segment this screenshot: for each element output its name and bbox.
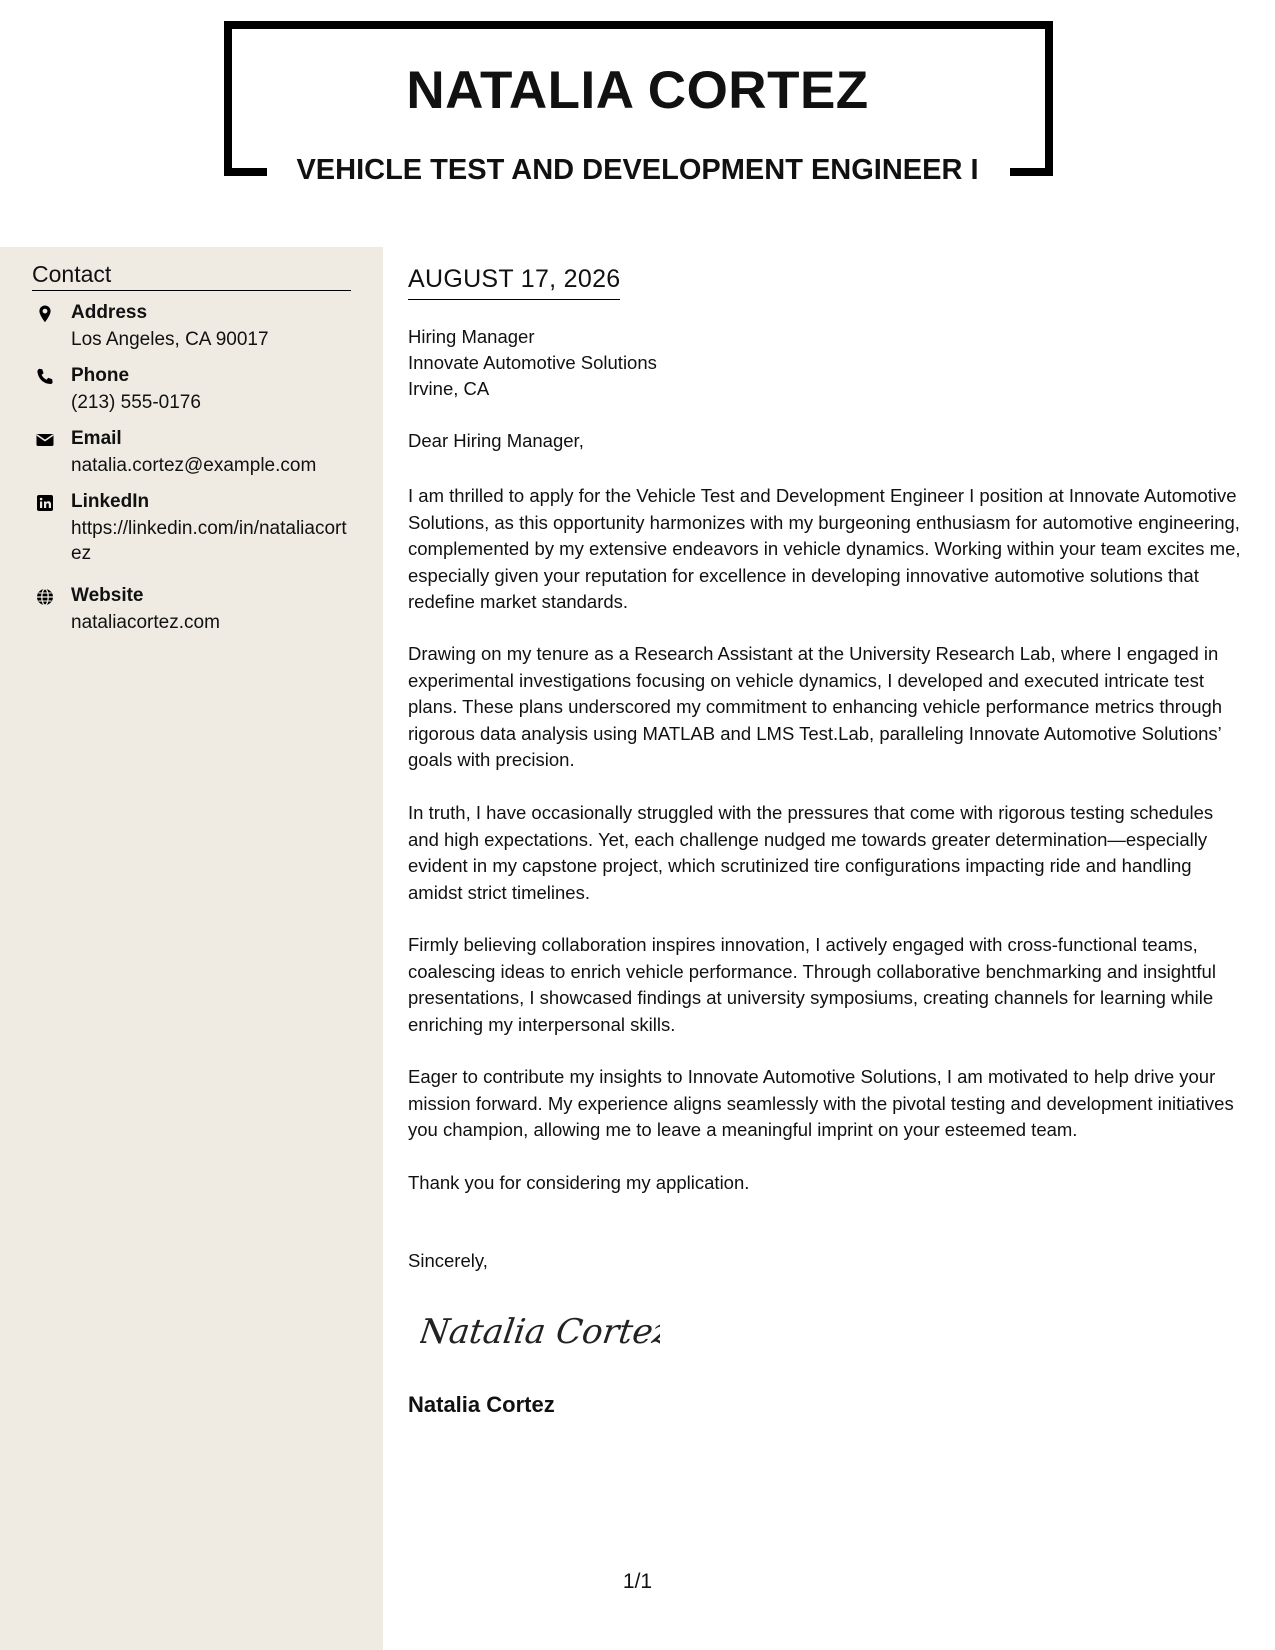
- recipient-block: [408, 324, 657, 402]
- contact-value[interactable]: https://linkedin.com/in/nataliacortez: [71, 518, 347, 564]
- map-pin-icon: [35, 304, 55, 324]
- body-paragraph: In truth, I have occasionally struggled with the pressures that come with rigorous testing schedules and high expectations. Yet, each challenge nudged me towards greater determination—especially evident in my capstone project, which scrutinized tire configurations impacting ride and handling amidst strict timelines.: [408, 802, 1214, 903]
- body-paragraph: Drawing on my tenure as a Research Assistant at the University Research Lab, where I engaged in experimental investigations focusing on vehicle dynamics, I developed and executed intricate test plans. These plans underscored my commitment to enhancing vehicle performance metrics through rigorous data analysis using MATLAB and LMS Test.Lab, paralleling Innovate Automotive Solutions’ goals with precision.: [408, 643, 1223, 770]
- frame-top-border: [224, 21, 1053, 29]
- envelope-icon: [35, 430, 55, 450]
- contact-heading: Contact: [32, 261, 351, 291]
- recipient-line: Innovate Automotive Solutions: [408, 352, 657, 373]
- handwritten-signature: [420, 1300, 660, 1365]
- contact-label: Phone: [71, 365, 130, 386]
- letter-date: AUGUST 17, 2026: [408, 265, 620, 300]
- recipient-line: Irvine, CA: [408, 378, 490, 399]
- contact-label: Address: [71, 302, 148, 323]
- closing: Sincerely,: [408, 1250, 488, 1271]
- body-paragraph: I am thrilled to apply for the Vehicle Test and Development Engineer I position at Innovate Automotive Solutions, as this opportunity harmonizes with my burgeoning enthusiasm for automotive engineering, complemented by my extensive endeavors in vehicle dynamics. Working within your team excites me, especially given your reputation for excellence in developing innovative automotive solutions that redefine market standards.: [408, 485, 1241, 612]
- page-number: 1/1: [622, 1570, 653, 1593]
- body-paragraph: Firmly believing collaboration inspires innovation, I actively engaged with cross-functional teams, coalescing ideas to enrich vehicle performance. Through collaborative benchmarking and insightful presentations, I showcased findings at university symposiums, creating channels for learning while enriching my interpersonal skills.: [408, 934, 1216, 1035]
- signer-name: Natalia Cortez: [408, 1392, 555, 1417]
- globe-icon: [35, 587, 55, 607]
- contact-value: Los Angeles, CA 90017: [71, 329, 269, 350]
- contact-value[interactable]: nataliacortez.com: [71, 612, 220, 633]
- body-paragraph: Eager to contribute my insights to Innovate Automotive Solutions, I am motivated to help drive your mission forward. My experience aligns seamlessly with the pivotal testing and development initiatives you champion, allowing me to leave a meaningful imprint on your esteemed team.: [408, 1066, 1234, 1140]
- contact-label: LinkedIn: [71, 491, 150, 512]
- svg-text:Natalia Cortez: Natalia Cortez: [420, 1312, 660, 1352]
- contact-value: (213) 555-0176: [71, 392, 201, 413]
- contact-value[interactable]: natalia.cortez@example.com: [71, 455, 317, 476]
- contact-label: Email: [71, 428, 122, 449]
- linkedin-icon: [35, 493, 55, 513]
- contact-label: Website: [71, 585, 144, 606]
- job-title: VEHICLE TEST AND DEVELOPMENT ENGINEER I: [296, 154, 979, 186]
- phone-icon: [35, 367, 55, 387]
- recipient-line: Hiring Manager: [408, 326, 535, 347]
- applicant-name: NATALIA CORTEZ: [406, 61, 869, 120]
- salutation: Dear Hiring Manager,: [408, 430, 584, 451]
- body-paragraph: Thank you for considering my application.: [408, 1172, 750, 1193]
